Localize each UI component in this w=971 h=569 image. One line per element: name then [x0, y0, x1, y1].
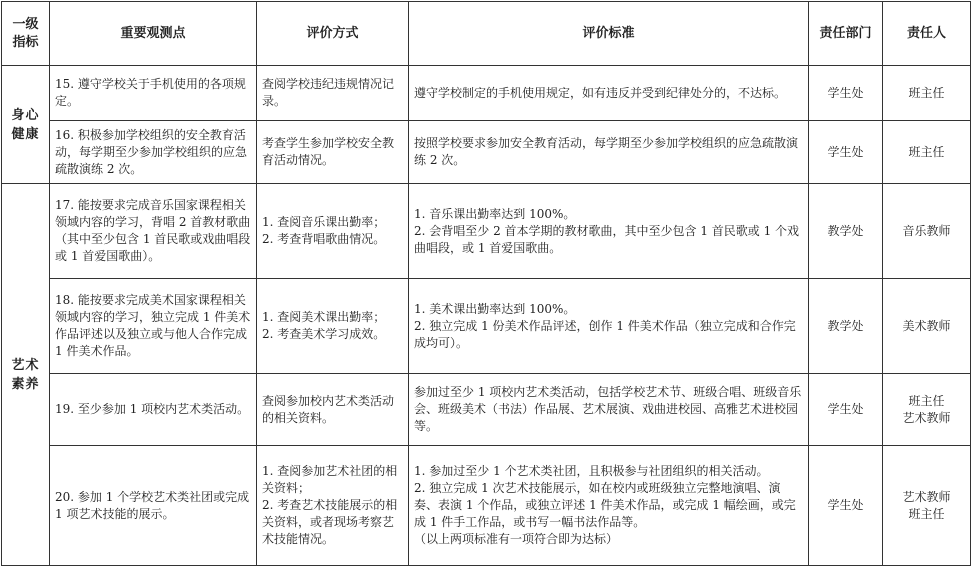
- department: 学生处: [809, 446, 883, 566]
- responsible-person: 班主任: [883, 66, 971, 121]
- table-row: [2, 279, 971, 374]
- observation-point: 17. 能按要求完成音乐国家课程相关领域内容的学习，背唱 2 首教材歌曲（其中至少包含 1 首民歌或戏曲唱段或 1 首爱国歌曲）。: [50, 184, 257, 279]
- observation-point: 18. 能按要求完成美术国家课程相关领域内容的学习，独立完成 1 件美术作品评述以及独立或与他人合作完成 1 件美术作品。: [50, 279, 257, 374]
- category-art-literacy: 艺术 素养: [2, 184, 50, 566]
- responsible-person: 班主任: [883, 121, 971, 184]
- department: 学生处: [809, 66, 883, 121]
- responsible-person: 美术教师: [883, 279, 971, 374]
- responsible-person: 班主任 艺术教师: [883, 374, 971, 446]
- table-row: [2, 374, 971, 446]
- header-observation-point: 重要观测点: [50, 2, 257, 66]
- evaluation-method: 查阅参加校内艺术类活动的相关资料。: [257, 374, 409, 446]
- evaluation-method: 考查学生参加学校安全教育活动情况。: [257, 121, 409, 184]
- observation-point: 20. 参加 1 个学校艺术类社团或完成 1 项艺术技能的展示。: [50, 446, 257, 566]
- header-evaluation-standard: 评价标准: [409, 2, 809, 66]
- evaluation-standard: 1. 音乐课出勤率达到 100%。 2. 会背唱至少 2 首本学期的教材歌曲，其中至少包含 1 首民歌或 1 个戏曲唱段，或 1 首爱国歌曲。: [409, 184, 809, 279]
- evaluation-standard: 参加过至少 1 项校内艺术类活动，包括学校艺术节、班级合唱、班级音乐会、班级美术（书法）作品展、艺术展演、戏曲进校园、高雅艺术进校园等。: [409, 374, 809, 446]
- table-row: [2, 446, 971, 566]
- responsible-person: 音乐教师: [883, 184, 971, 279]
- department: 教学处: [809, 184, 883, 279]
- observation-point: 19. 至少参加 1 项校内艺术类活动。: [50, 374, 257, 446]
- header-person: 责任人: [883, 2, 971, 66]
- evaluation-method: 1. 查阅美术课出勤率； 2. 考查美术学习成效。: [257, 279, 409, 374]
- evaluation-method: 1. 查阅参加艺术社团的相关资料； 2. 考查艺术技能展示的相关资料，或者现场考察艺术技能情况。: [257, 446, 409, 566]
- header-evaluation-method: 评价方式: [257, 2, 409, 66]
- header-row: [2, 2, 971, 66]
- evaluation-standard: 按照学校要求参加安全教育活动，每学期至少参加学校组织的应急疏散演练 2 次。: [409, 121, 809, 184]
- header-department: 责任部门: [809, 2, 883, 66]
- observation-point: 16. 积极参加学校组织的安全教育活动，每学期至少参加学校组织的应急疏散演练 2 次。: [50, 121, 257, 184]
- evaluation-table: [1, 1, 971, 566]
- observation-point: 15. 遵守学校关于手机使用的各项规定。: [50, 66, 257, 121]
- evaluation-standard: 1. 参加过至少 1 个艺术类社团，且积极参与社团组织的相关活动。 2. 独立完成 1 次艺术技能展示，如在校内或班级独立完整地演唱、演奏、表演 1 个作品，或独立评述 1 件美术作品，或完成 1 幅绘画，或完成 1 件手工作品，或书写一幅书法作品等。 （以上两项标准有一项符合即为达标）: [409, 446, 809, 566]
- evaluation-standard: 1. 美术课出勤率达到 100%。 2. 独立完成 1 份美术作品评述，创作 1 件美术作品（独立完成和合作完成均可）。: [409, 279, 809, 374]
- department: 学生处: [809, 374, 883, 446]
- category-physical-mental-health: 身心 健康: [2, 66, 50, 184]
- department: 教学处: [809, 279, 883, 374]
- table-row: [2, 121, 971, 184]
- table-row: [2, 66, 971, 121]
- evaluation-method: 1. 查阅音乐课出勤率； 2. 考查背唱歌曲情况。: [257, 184, 409, 279]
- department: 学生处: [809, 121, 883, 184]
- evaluation-method: 查阅学校违纪违规情况记录。: [257, 66, 409, 121]
- table-row: [2, 184, 971, 279]
- evaluation-standard: 遵守学校制定的手机使用规定，如有违反并受到纪律处分的，不达标。: [409, 66, 809, 121]
- responsible-person: 艺术教师 班主任: [883, 446, 971, 566]
- header-indicator: 一级 指标: [2, 2, 50, 66]
